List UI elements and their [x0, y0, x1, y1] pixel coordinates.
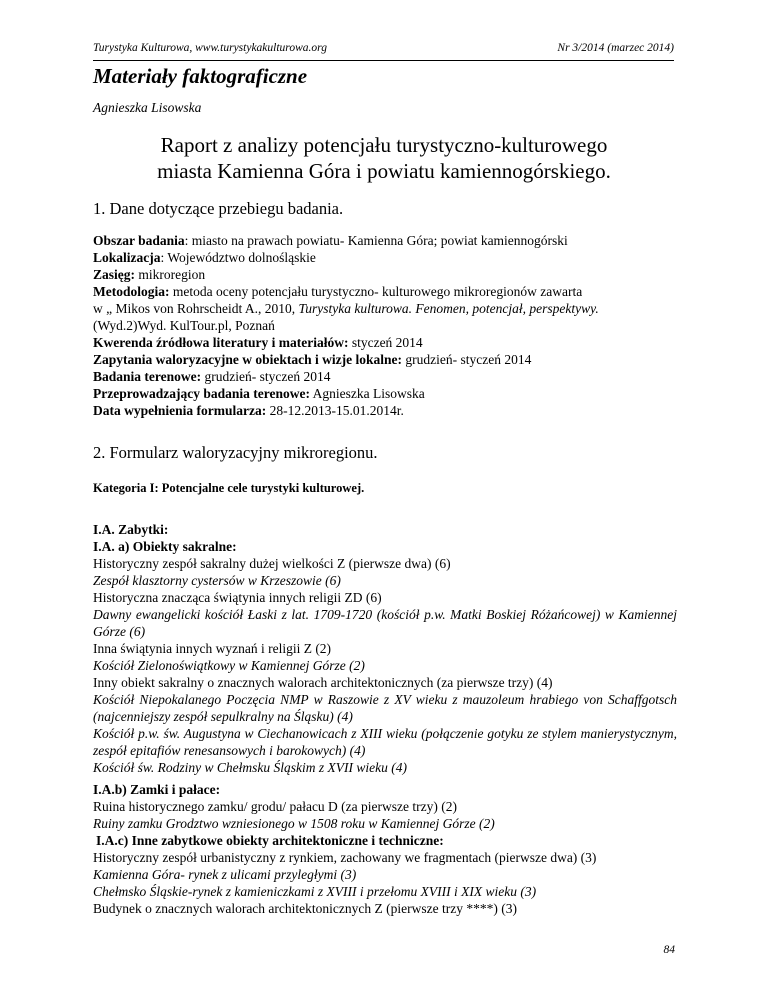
criterion-line: Budynek o znacznych walorach architektonicznych Z (pierwsze trzy ****) (3): [93, 901, 517, 916]
study-area: Obszar badania: miasto na prawach powiatu- Kamienna Góra; powiat kamiennogórski: [93, 233, 568, 248]
example-line: Kościół Zielonoświątkowy w Kamiennej Górze (2): [93, 658, 365, 673]
study-methodology-publisher: (Wyd.2)Wyd. KulTour.pl, Poznań: [93, 318, 275, 333]
report-title-line-2: miasta Kamienna Góra i powiatu kamiennogórskiego.: [157, 159, 611, 183]
sacral-objects-heading: I.A. a) Obiekty sakralne:: [93, 539, 237, 554]
study-literature-query: Kwerenda źródłowa literatury i materiałów: styczeń 2014: [93, 335, 423, 350]
criterion-line: Historyczna znacząca świątynia innych religii ZD (6): [93, 590, 382, 605]
example-line: Ruiny zamku Grodztwo wzniesionego w 1508 roku w Kamiennej Górze (2): [93, 816, 495, 831]
example-line: Kamienna Góra- rynek z ulicami przyległymi (3): [93, 867, 357, 882]
monuments-heading: I.A. Zabytki:: [93, 522, 169, 537]
section-2-heading: 2. Formularz waloryzacyjny mikroregionu.: [93, 443, 378, 462]
example-line: Kościół Niepokalanego Poczęcia NMP w Raszowie z XV wieku z mauzoleum hrabiego von Schaffgotsch (najcenniejszy zespół sepulkralny na Śląsku) (4): [93, 692, 677, 724]
page-number: 84: [663, 944, 675, 956]
study-valuation-inquiries: Zapytania waloryzacyjne w obiektach i wizje lokalne: grudzień- styczeń 2014: [93, 352, 532, 367]
section-1-heading: 1. Dane dotyczące przebiegu badania.: [93, 199, 344, 218]
issue-number: Nr 3/2014 (marzec 2014): [557, 42, 674, 54]
report-title: [0, 132, 768, 184]
example-line: Dawny ewangelicki kościół Łaski z lat. 1709-1720 (kościół p.w. Matki Boskiej Różańcowej) w Kamiennej Górze (6): [93, 607, 677, 639]
author-name: Agnieszka Lisowska: [93, 100, 202, 115]
criterion-line: Historyczny zespół urbanistyczny z rynkiem, zachowany we fragmentach (pierwsze dwa) (3): [93, 850, 597, 865]
example-line: Zespół klasztorny cystersów w Krzeszowie (6): [93, 573, 341, 588]
criterion-line: Inny obiekt sakralny o znacznych walorach architektonicznych (za pierwsze trzy) (4): [93, 675, 553, 690]
example-line: Kościół p.w. św. Augustyna w Ciechanowicach z XIII wieku (połączenie gotyku ze stylem manierystycznym, zespół epitafiów renesansowych i barokowych) (4): [93, 726, 677, 758]
study-details: [93, 232, 677, 419]
study-methodology-source: w „ Mikos von Rohrscheidt A., 2010, Turystyka kulturowa. Fenomen, potencjał, perspektywy.: [93, 301, 599, 316]
other-monuments-heading: I.A.c) Inne zabytkowe obiekty architektoniczne i techniczne:: [96, 833, 444, 848]
study-form-date: Data wypełnienia formularza: 28-12.2013-15.01.2014r.: [93, 403, 404, 418]
criterion-line: Historyczny zespół sakralny dużej wielkości Z (pierwsze dwa) (6): [93, 556, 451, 571]
category-heading-block: [93, 480, 677, 497]
category-heading: Kategoria I: Potencjalne cele turystyki kulturowej.: [93, 481, 365, 495]
journal-name: Turystyka Kulturowa, www.turystykakulturowa.org: [93, 42, 327, 54]
castles-and-other-monuments: [93, 781, 677, 917]
study-field-research: Badania terenowe: grudzień- styczeń 2014: [93, 369, 331, 384]
report-title-line-1: Raport z analizy potencjału turystyczno-kulturowego: [160, 133, 608, 157]
example-line: Chełmsko Śląskie-rynek z kamieniczkami z XVIII i przełomu XVIII i XIX wieku (3): [93, 884, 537, 899]
section-heading: Materiały faktograficzne: [93, 64, 308, 88]
criterion-line: Ruina historycznego zamku/ grodu/ pałacu D (za pierwsze trzy) (2): [93, 799, 457, 814]
study-methodology: Metodologia: metoda oceny potencjału turystyczno- kulturowego mikroregionów zawarta: [93, 284, 583, 299]
castles-heading: I.A.b) Zamki i pałace:: [93, 782, 221, 797]
study-range: Zasięg: mikroregion: [93, 267, 206, 282]
running-header: [93, 40, 674, 61]
monuments-sacral: [93, 521, 677, 776]
criterion-line: Inna świątynia innych wyznań i religii Z (2): [93, 641, 332, 656]
study-location: Lokalizacja: Województwo dolnośląskie: [93, 250, 316, 265]
study-researcher: Przeprowadzający badania terenowe: Agnieszka Lisowska: [93, 386, 425, 401]
example-line: Kościół św. Rodziny w Chełmsku Śląskim z XVII wieku (4): [93, 760, 407, 775]
